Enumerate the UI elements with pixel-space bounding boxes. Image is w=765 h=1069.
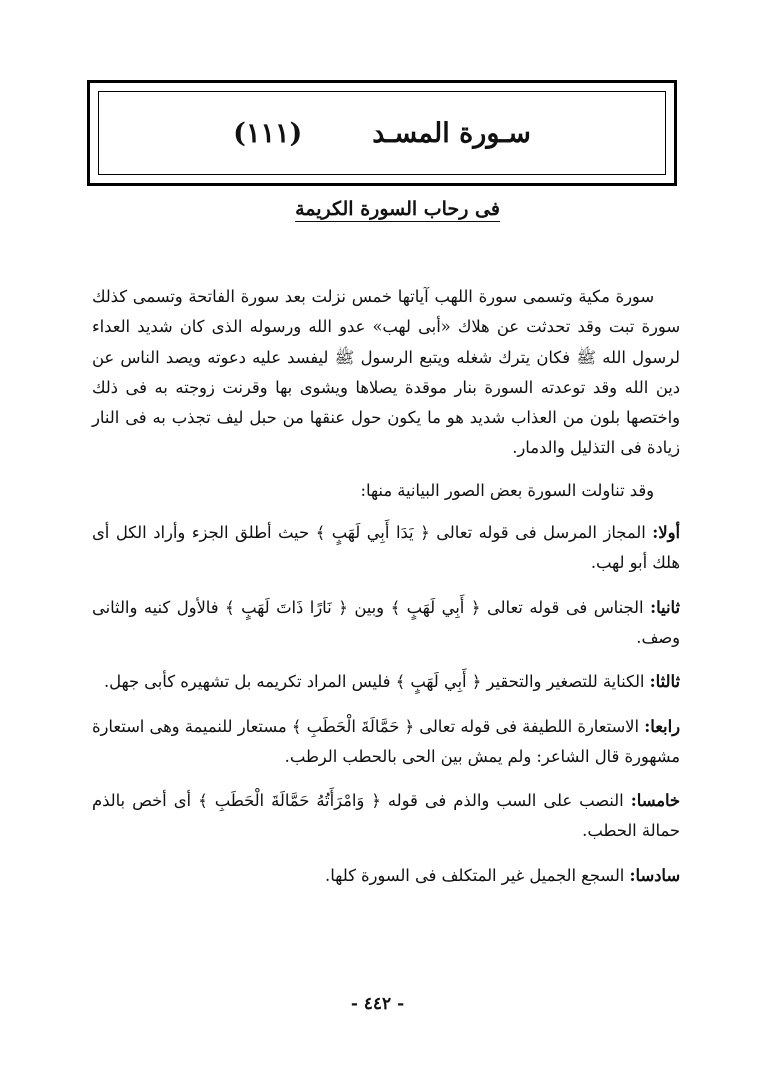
point-line: وهى استعارة مشهورة قال الشاعر: ولم يمش بين الحى بالحطب الرطب. (92, 716, 680, 766)
point-4 (92, 712, 680, 773)
point-line: أخص بالذم حمالة الحطب. (92, 791, 680, 841)
intro-line: دعوته ويصد الناس عن دين الله وقد توعدته السورة بنار موقدة يصلاها ويشوى (92, 347, 681, 397)
point-lead: ثانيا: (650, 597, 680, 617)
surah-number: (١١١) (233, 117, 303, 149)
intro-line: شديد العداء لرسول الله ﷺ فكان يترك شغله ويتبع الرسول ﷺ ليفسد عليه (92, 317, 680, 367)
point-2 (92, 593, 680, 654)
point-line: كنيه والثانى وصف. (92, 597, 680, 647)
point-lead: سادسا: (629, 865, 680, 885)
point-line: النصب على السب والذم فى قوله ﴿ وَامْرَأَتُهُ حَمَّالَةَ الْحَطَبِ ﴾ أى (173, 791, 624, 811)
point-line: الاستعارة اللطيفة فى قوله تعالى ﴿ حَمَّالَةَ الْحَطَبِ ﴾ مستعار للنميمة (184, 716, 639, 736)
section-title: فى رحاب السورة الكريمة (295, 198, 500, 220)
surah-name: سـورة المسـد (372, 117, 531, 149)
point-6 (92, 861, 680, 891)
point-line: السجع الجميل غير المتكلف فى السورة كلها. (325, 865, 625, 885)
surah-header-frame (87, 80, 677, 186)
page-number: - ٤٤٢ - (350, 994, 405, 1014)
point-line: الكل أى هلك أبو لهب. (92, 523, 680, 573)
point-3 (92, 667, 680, 697)
intro-line: بها وقرنت زوجته به فى ذلك واختصها بلون من العذاب شديد هو ما يكون (92, 377, 680, 428)
point-line: الكناية للتصغير والتحقير ﴿ أَبِي لَهَبٍ ﴾ فليس المراد تكريمه بل تشهيره (180, 672, 645, 692)
point-lead: خامسا: (630, 791, 680, 811)
point-line: كأبى جهل. (103, 672, 176, 692)
point-1 (92, 518, 680, 579)
point-lead: ثالثا: (649, 672, 680, 692)
points-intro: وقد تناولت السورة بعض الصور البيانية منها: (360, 480, 654, 500)
point-5 (92, 786, 680, 847)
intro-line: حول عنقها من حبل ليف تجذب به فى النار زيادة فى التذليل والدمار. (92, 408, 680, 458)
point-lead: أولا: (652, 523, 680, 543)
point-line: الجناس فى قوله تعالى ﴿ أَبِي لَهَبٍ ﴾ وبين ﴿ نَارًا ذَاتَ لَهَبٍ ﴾ فالأول (176, 597, 644, 617)
point-lead: رابعا: (644, 716, 680, 736)
intro-line: كذلك سورة تبت وقد تحدثت عن هلاك «أبى لهب» عدو الله ورسوله الذى كان (92, 287, 680, 337)
intro-line: سورة مكية وتسمى سورة اللهب آياتها خمس نزلت بعد سورة الفاتحة وتسمى (132, 287, 654, 306)
body-text (92, 282, 680, 891)
point-line: المجاز المرسل فى قوله تعالى ﴿ يَدَا أَبِي لَهَبٍ ﴾ حيث أطلق الجزء وأراد (153, 523, 646, 543)
surah-header (98, 91, 666, 175)
intro-paragraph (92, 282, 680, 464)
